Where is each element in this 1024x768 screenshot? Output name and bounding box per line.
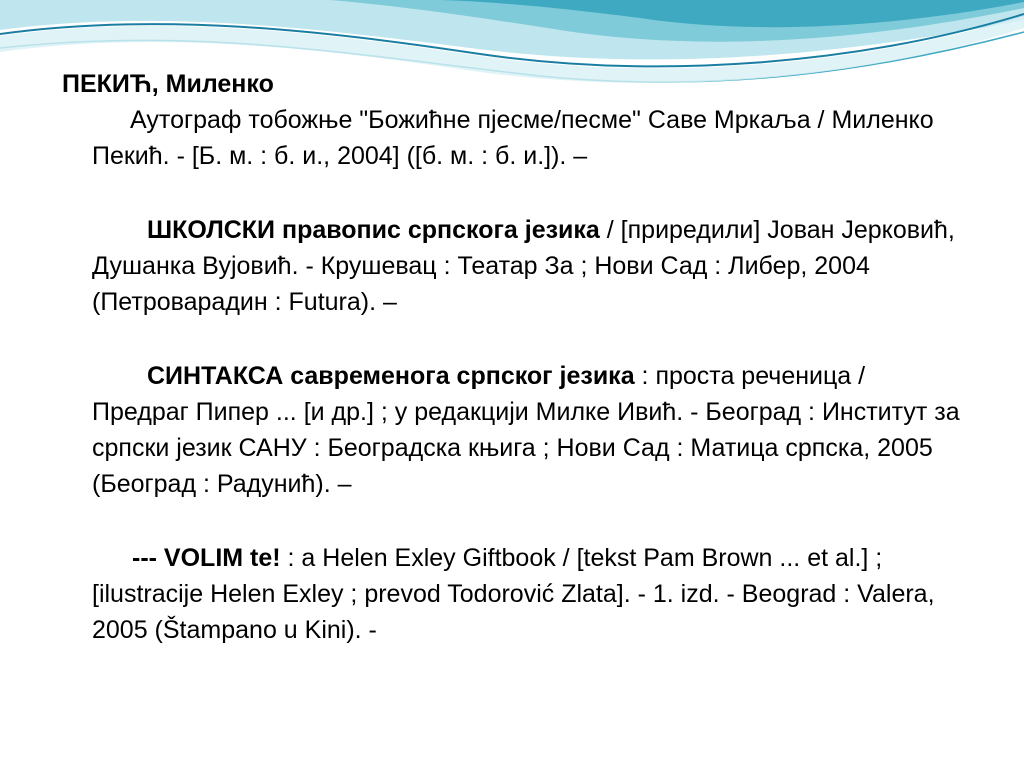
entry-text: : a Helen Exley Giftbook / [tekst Pam Brown ... et al.] ; [ilustracije Helen Exley ; prevod Todorović Zlata]. - 1. izd. - Beograd : Valera, 2005 (Štampano u Kini). - bbox=[92, 544, 935, 644]
bibliography-entry bbox=[62, 212, 962, 320]
entry-text: Аутограф тобожње "Божићне пјесме/песме" Саве Мркаља / Миленко Пекић. - [Б. м. : б. и., 2004] ([б. м. : б. и.]). – bbox=[92, 106, 934, 170]
bibliography-entry bbox=[62, 102, 962, 174]
bibliography-entry bbox=[62, 358, 962, 502]
entry-title: --- VOLIM te! bbox=[132, 544, 281, 572]
entry-text: : проста реченица / Предраг Пипер ... [и др.] ; у редакцији Милке Ивић. - Београд : Институт за српски језик САНУ : Београдска књига ; Нови Сад : Матица српска, 2005 (Београд : Радунић). – bbox=[92, 362, 960, 498]
entry-title: СИНТАКСА савременога српског језика bbox=[147, 362, 635, 390]
author-heading: ПЕКИЋ, Миленко bbox=[62, 70, 274, 98]
entry-title: ШКОЛСКИ правопис српскога језика bbox=[147, 216, 600, 244]
bibliography-entry bbox=[62, 540, 962, 648]
entry-text: / [приредили] Јован Јерковић, Душанка Вујовић. - Крушевац : Театар За ; Нови Сад : Либер, 2004 (Петроварадин : Futura). – bbox=[92, 216, 955, 316]
bibliography-content bbox=[62, 66, 962, 648]
